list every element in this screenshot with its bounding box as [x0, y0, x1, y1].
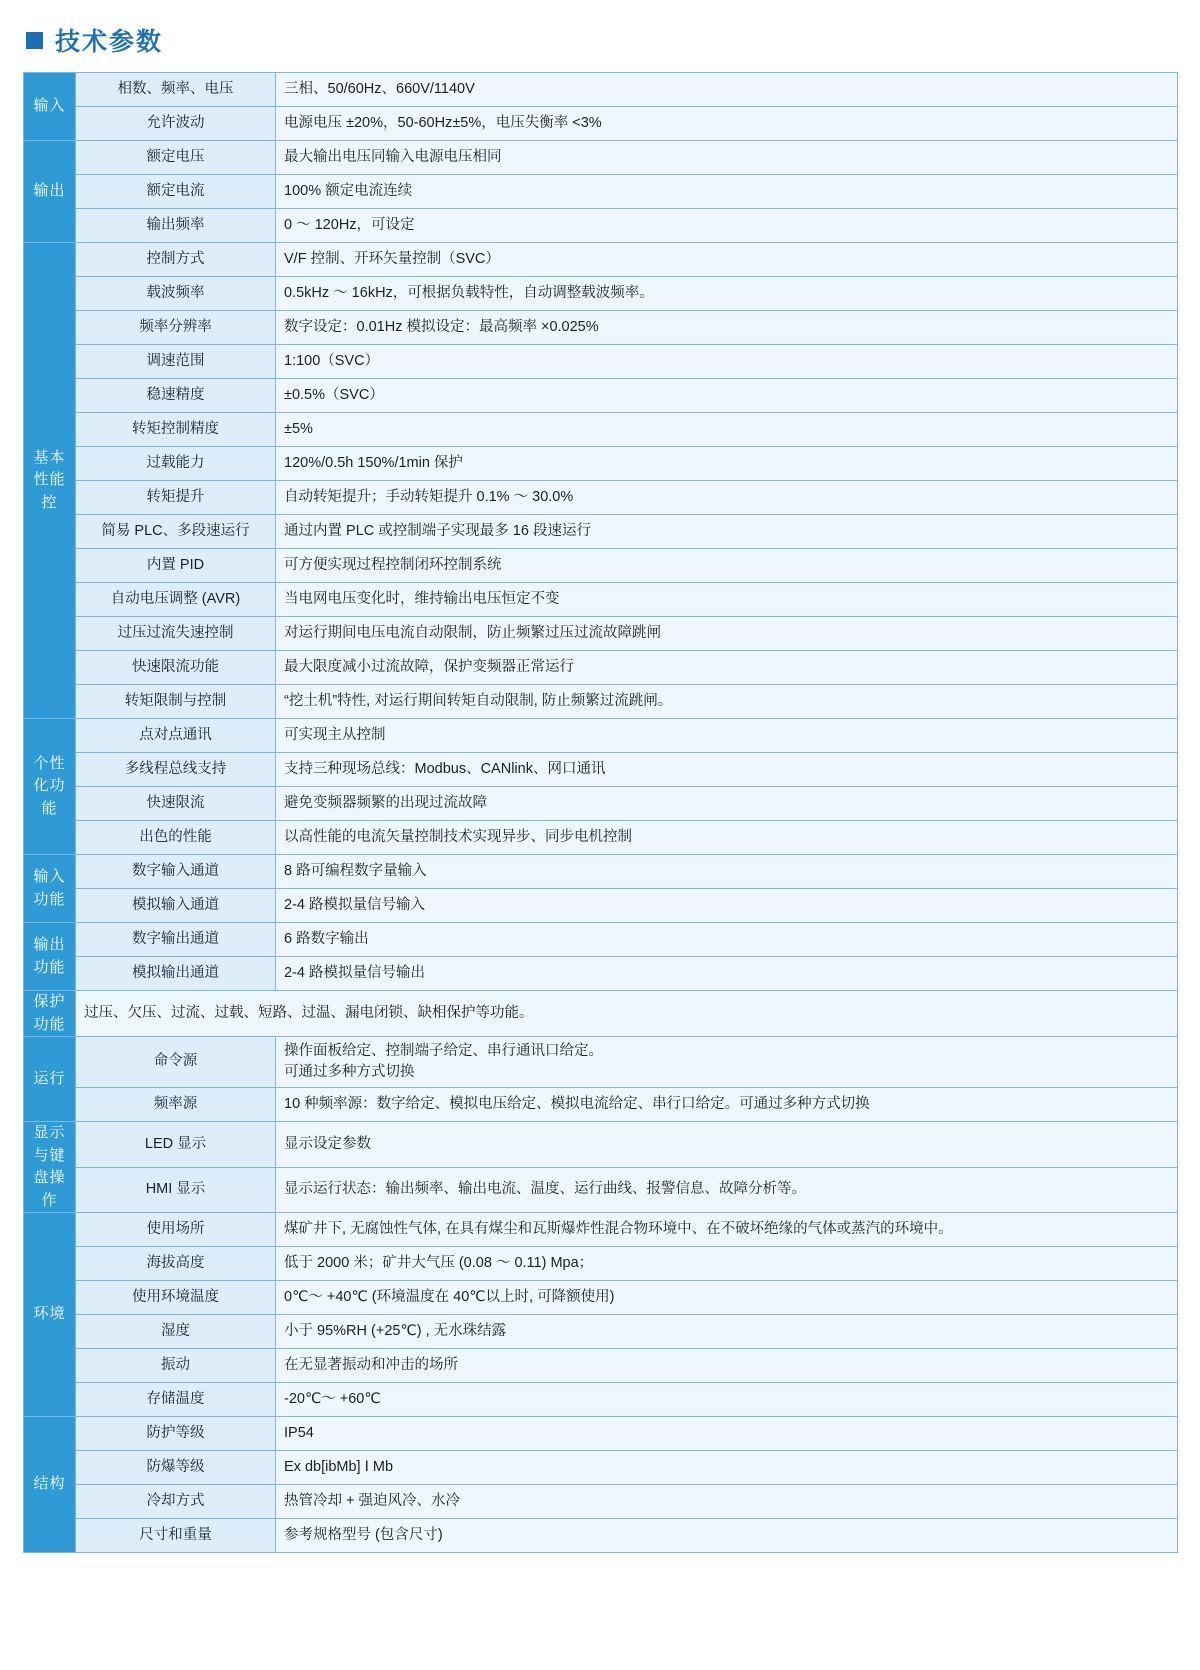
row-value: 显示设定参数 — [276, 1122, 1178, 1168]
category-label: 结构 — [33, 1475, 66, 1493]
table-row — [24, 1213, 1178, 1247]
table-row — [24, 1417, 1178, 1451]
row-label: 命令源 — [76, 1037, 276, 1088]
row-category — [24, 1037, 76, 1122]
row-category — [24, 243, 76, 719]
row-label: 数字输入通道 — [76, 855, 276, 889]
category-label: 保护功能 — [33, 993, 66, 1033]
row-value: 参考规格型号 (包含尺寸) — [276, 1519, 1178, 1553]
row-value: 2-4 路模拟量信号输入 — [276, 889, 1178, 923]
table-row — [24, 1167, 1178, 1213]
row-category — [24, 141, 76, 243]
row-value: 0℃～ +40℃ (环境温度在 40℃以上时, 可降额使用) — [276, 1281, 1178, 1315]
table-row — [24, 821, 1178, 855]
row-label: 转矩提升 — [76, 481, 276, 515]
row-label: 额定电压 — [76, 141, 276, 175]
row-label: 存储温度 — [76, 1383, 276, 1417]
category-label: 输入 — [33, 97, 66, 115]
row-label: 点对点通讯 — [76, 719, 276, 753]
row-label: 快速限流 — [76, 787, 276, 821]
row-label: 海拔高度 — [76, 1247, 276, 1281]
row-category — [24, 855, 76, 923]
table-row — [24, 855, 1178, 889]
row-value: “挖土机”特性, 对运行期间转矩自动限制, 防止频繁过流跳闸。 — [276, 685, 1178, 719]
row-value: 显示运行状态：输出频率、输出电流、温度、运行曲线、报警信息、故障分析等。 — [276, 1167, 1178, 1213]
row-label: 使用环境温度 — [76, 1281, 276, 1315]
table-row — [24, 73, 1178, 107]
row-label: 频率源 — [76, 1088, 276, 1122]
row-label: 冷却方式 — [76, 1485, 276, 1519]
row-category — [24, 719, 76, 855]
row-value: ±0.5%（SVC） — [276, 379, 1178, 413]
table-row — [24, 991, 1178, 1037]
table-row — [24, 481, 1178, 515]
row-label: 内置 PID — [76, 549, 276, 583]
row-category — [24, 1417, 76, 1553]
row-value: 最大输出电压同输入电源电压相同 — [276, 141, 1178, 175]
row-value: 最大限度减小过流故障，保护变频器正常运行 — [276, 651, 1178, 685]
row-value: 过压、欠压、过流、过载、短路、过温、漏电闭锁、缺相保护等功能。 — [76, 991, 1178, 1037]
category-label: 输出 — [33, 182, 66, 200]
row-value: 6 路数字输出 — [276, 923, 1178, 957]
category-label: 环境 — [33, 1305, 66, 1323]
row-label: 多线程总线支持 — [76, 753, 276, 787]
row-label: 振动 — [76, 1349, 276, 1383]
row-value: 支持三种现场总线：Modbus、CANlink、网口通讯 — [276, 753, 1178, 787]
row-label: 模拟输入通道 — [76, 889, 276, 923]
category-label: 显示与键盘操作 — [33, 1124, 66, 1209]
row-value: 100% 额定电流连续 — [276, 175, 1178, 209]
row-label: 尺寸和重量 — [76, 1519, 276, 1553]
row-value: 避免变频器频繁的出现过流故障 — [276, 787, 1178, 821]
row-label: 使用场所 — [76, 1213, 276, 1247]
table-row — [24, 1281, 1178, 1315]
table-row — [24, 1247, 1178, 1281]
table-row — [24, 1451, 1178, 1485]
table-row — [24, 1088, 1178, 1122]
row-value: 0.5kHz ～ 16kHz，可根据负载特性，自动调整载波频率。 — [276, 277, 1178, 311]
row-category — [24, 1213, 76, 1417]
table-row — [24, 311, 1178, 345]
row-value: Ex db[ibMb] Ⅰ Mb — [276, 1451, 1178, 1485]
page-title — [0, 0, 1200, 72]
row-value: 2-4 路模拟量信号输出 — [276, 957, 1178, 991]
table-row — [24, 1349, 1178, 1383]
table-row — [24, 957, 1178, 991]
row-value: 1:100（SVC） — [276, 345, 1178, 379]
table-row — [24, 1519, 1178, 1553]
row-label: 载波频率 — [76, 277, 276, 311]
row-value: 120%/0.5h 150%/1min 保护 — [276, 447, 1178, 481]
row-label: 数字输出通道 — [76, 923, 276, 957]
row-label: 过载能力 — [76, 447, 276, 481]
table-row — [24, 889, 1178, 923]
table-row — [24, 1037, 1178, 1088]
table-row — [24, 719, 1178, 753]
row-category — [24, 923, 76, 991]
row-value: V/F 控制、开环矢量控制（SVC） — [276, 243, 1178, 277]
row-category — [24, 1122, 76, 1213]
table-row — [24, 923, 1178, 957]
category-label: 输出功能 — [33, 936, 66, 976]
table-row — [24, 685, 1178, 719]
row-label: 输出频率 — [76, 209, 276, 243]
row-label: 快速限流功能 — [76, 651, 276, 685]
row-label: 防护等级 — [76, 1417, 276, 1451]
row-label: 控制方式 — [76, 243, 276, 277]
row-value: 自动转矩提升；手动转矩提升 0.1% ～ 30.0% — [276, 481, 1178, 515]
row-label: 频率分辨率 — [76, 311, 276, 345]
row-label: HMI 显示 — [76, 1167, 276, 1213]
row-value: 对运行期间电压电流自动限制，防止频繁过压过流故障跳闸 — [276, 617, 1178, 651]
row-label: 额定电流 — [76, 175, 276, 209]
row-label: 转矩限制与控制 — [76, 685, 276, 719]
row-label: 允许波动 — [76, 107, 276, 141]
table-row — [24, 175, 1178, 209]
row-label: 稳速精度 — [76, 379, 276, 413]
row-label: 防爆等级 — [76, 1451, 276, 1485]
table-row — [24, 379, 1178, 413]
row-value: IP54 — [276, 1417, 1178, 1451]
table-row — [24, 141, 1178, 175]
row-value: 操作面板给定、控制端子给定、串行通讯口给定。 可通过多种方式切换 — [276, 1037, 1178, 1088]
row-value: 电源电压 ±20%，50-60Hz±5%，电压失衡率 <3% — [276, 107, 1178, 141]
row-value: 小于 95%RH (+25℃) , 无水珠结露 — [276, 1315, 1178, 1349]
row-value: 可方便实现过程控制闭环控制系统 — [276, 549, 1178, 583]
table-row — [24, 1485, 1178, 1519]
row-label: LED 显示 — [76, 1122, 276, 1168]
row-label: 调速范围 — [76, 345, 276, 379]
category-label: 个性化功能 — [33, 754, 66, 817]
table-row — [24, 1315, 1178, 1349]
table-row — [24, 617, 1178, 651]
table-row — [24, 447, 1178, 481]
table-row — [24, 209, 1178, 243]
row-value: -20℃～ +60℃ — [276, 1383, 1178, 1417]
row-value: 当电网电压变化时，维持输出电压恒定不变 — [276, 583, 1178, 617]
row-value: 在无显著振动和冲击的场所 — [276, 1349, 1178, 1383]
row-value: 以高性能的电流矢量控制技术实现异步、同步电机控制 — [276, 821, 1178, 855]
row-label: 模拟输出通道 — [76, 957, 276, 991]
specifications-table — [23, 72, 1178, 1553]
table-row — [24, 413, 1178, 447]
page-title-text: 技术参数 — [55, 28, 164, 56]
category-label: 运行 — [33, 1069, 66, 1087]
row-value: 三相、50/60Hz、660V/1140V — [276, 73, 1178, 107]
table-row — [24, 549, 1178, 583]
row-value: 低于 2000 米；矿井大气压 (0.08 ～ 0.11) Mpa； — [276, 1247, 1178, 1281]
table-row — [24, 1122, 1178, 1168]
row-label: 自动电压调整 (AVR) — [76, 583, 276, 617]
row-category — [24, 991, 76, 1037]
row-value: 通过内置 PLC 或控制端子实现最多 16 段速运行 — [276, 515, 1178, 549]
row-label: 过压过流失速控制 — [76, 617, 276, 651]
table-row — [24, 1383, 1178, 1417]
row-label: 转矩控制精度 — [76, 413, 276, 447]
row-value: ±5% — [276, 413, 1178, 447]
row-value: 热管冷却 + 强迫风冷、水冷 — [276, 1485, 1178, 1519]
table-row — [24, 345, 1178, 379]
row-label: 出色的性能 — [76, 821, 276, 855]
row-value: 8 路可编程数字量输入 — [276, 855, 1178, 889]
row-value: 煤矿井下, 无腐蚀性气体, 在具有煤尘和瓦斯爆炸性混合物环境中、在不破坏绝缘的气体或蒸汽的环境中。 — [276, 1213, 1178, 1247]
category-label: 输入功能 — [33, 868, 66, 908]
title-marker-icon — [26, 32, 43, 49]
table-row — [24, 243, 1178, 277]
table-row — [24, 583, 1178, 617]
row-label: 湿度 — [76, 1315, 276, 1349]
row-value: 0 ～ 120Hz，可设定 — [276, 209, 1178, 243]
table-row — [24, 107, 1178, 141]
table-row — [24, 277, 1178, 311]
row-value: 数字设定：0.01Hz 模拟设定：最高频率 ×0.025% — [276, 311, 1178, 345]
table-row — [24, 515, 1178, 549]
table-row — [24, 651, 1178, 685]
row-category — [24, 73, 76, 141]
row-value: 10 种频率源：数字给定、模拟电压给定、模拟电流给定、串行口给定。可通过多种方式切换 — [276, 1088, 1178, 1122]
category-label: 基本性能控 — [33, 448, 66, 511]
table-row — [24, 787, 1178, 821]
row-value: 可实现主从控制 — [276, 719, 1178, 753]
table-row — [24, 753, 1178, 787]
row-label: 简易 PLC、多段速运行 — [76, 515, 276, 549]
row-label: 相数、频率、电压 — [76, 73, 276, 107]
